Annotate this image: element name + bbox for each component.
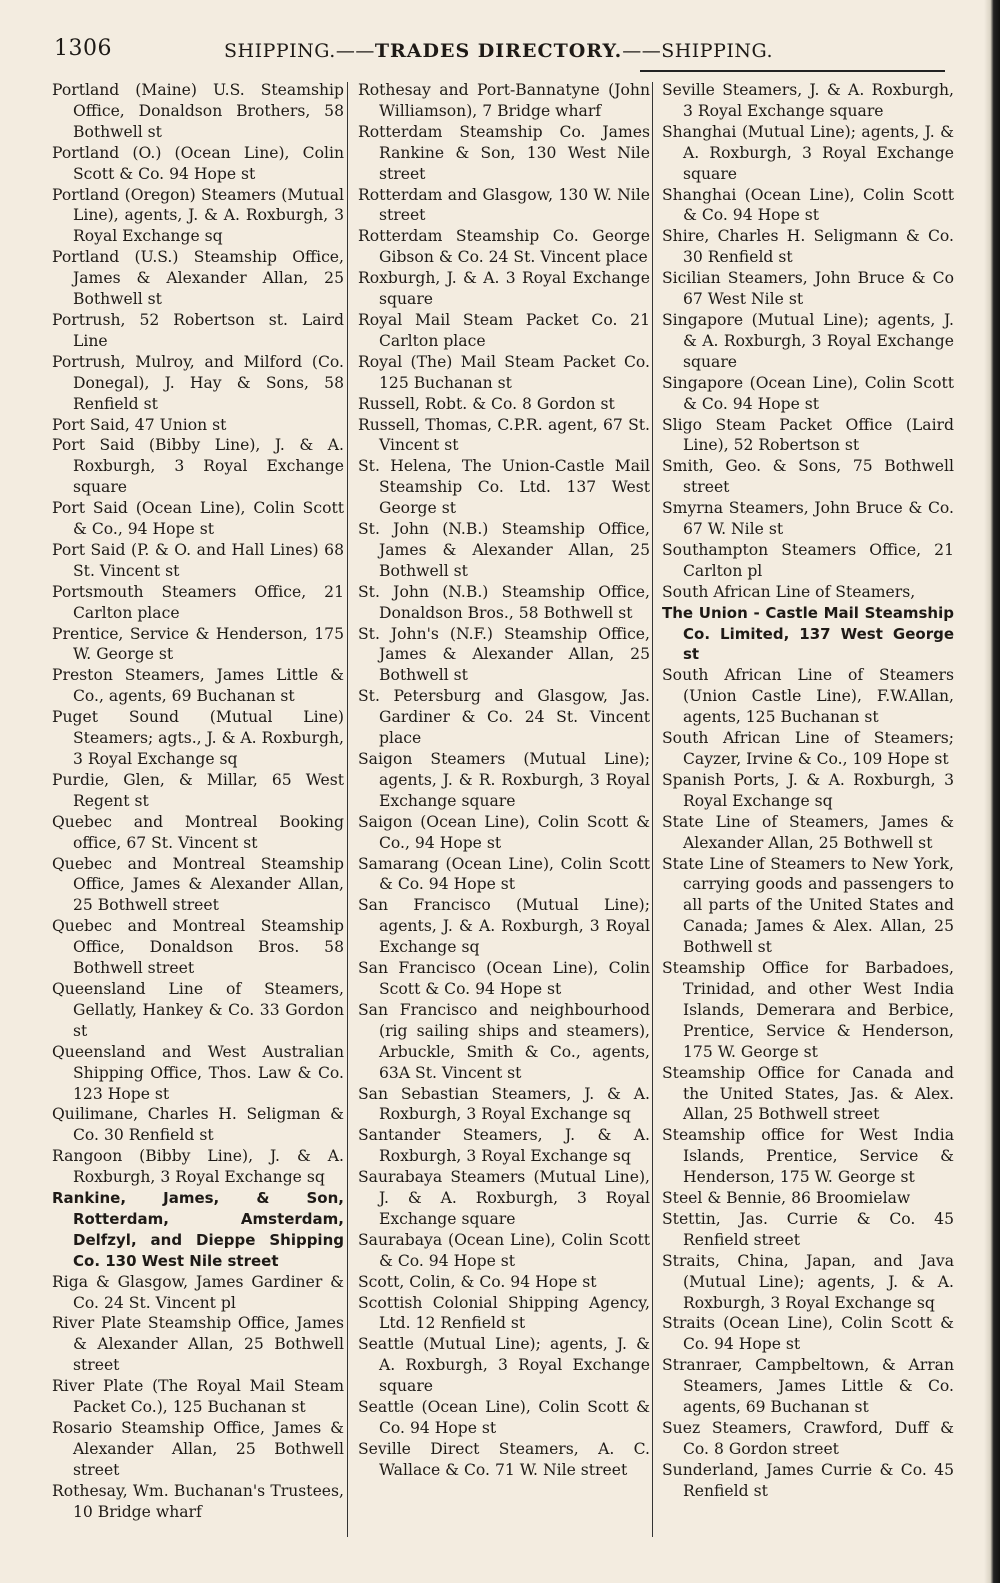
directory-entry: Queensland and West Australian Shipping Office, Thos. Law & Co. 123 Hope st (52, 1042, 344, 1103)
directory-entry: Russell, Robt. & Co. 8 Gordon st (358, 394, 615, 413)
directory-entry: Southampton Steamers Office, 21 Carlton pl (662, 540, 954, 580)
directory-entry: Quebec and Montreal Steamship Office, James & Alexander Allan, 25 Bothwell street (52, 854, 344, 915)
directory-entry: South African Line of Steamers, (662, 582, 916, 601)
directory-entry: Scott, Colin, & Co. 94 Hope st (358, 1272, 597, 1291)
directory-entry: South African Line of Steamers; Cayzer, Irvine & Co., 109 Hope st (662, 729, 954, 768)
column-divider-2 (652, 82, 653, 1537)
directory-entry: Smyrna Steamers, John Bruce & Co. 67 W. Nile st (662, 499, 954, 539)
directory-entry: Singapore (Mutual Line); agents, J. & A. Roxburgh, 3 Royal Exchange square (662, 310, 954, 371)
directory-entry: Rotterdam Steamship Co. James Rankine & Son, 130 West Nile street (358, 122, 650, 183)
directory-entry: Steamship Office for Barbadoes, Trinidad, and other West India Islands, Demerara and Berbice, Prentice, Service & Henderson, 175 W. George st (662, 959, 954, 1061)
directory-entry: San Francisco (Ocean Line), Colin Scott & Co. 94 Hope st (358, 959, 650, 998)
directory-entry: Rosario Steamship Office, James & Alexander Allan, 25 Bothwell street (52, 1419, 344, 1479)
directory-entry: San Francisco (Mutual Line); agents, J. & A. Roxburgh, 3 Royal Exchange sq (358, 896, 650, 957)
directory-entry: St. Helena, The Union-Castle Mail Steamship Co. Ltd. 137 West George st (358, 457, 650, 518)
directory-entry: Royal (The) Mail Steam Packet Co. 125 Buchanan st (358, 352, 650, 392)
directory-entry: Portland (U.S.) Steamship Office, James & Alexander Allan, 25 Bothwell st (52, 248, 344, 309)
directory-entry: St. John (N.B.) Steamship Office, James & Alexander Allan, 25 Bothwell st (358, 520, 650, 580)
directory-entry: Rotterdam and Glasgow, 130 W. Nile street (358, 185, 650, 225)
directory-entry: Stettin, Jas. Currie & Co. 45 Renfield street (662, 1209, 954, 1249)
directory-entry: Saurabaya Steamers (Mutual Line), J. & A. Roxburgh, 3 Royal Exchange square (358, 1168, 650, 1228)
directory-entry: Quebec and Montreal Steamship Office, Donaldson Bros. 58 Bothwell street (52, 917, 344, 978)
directory-entry: Port Said, 47 Union st (52, 415, 227, 434)
directory-entry: Preston Steamers, James Little & Co., agents, 69 Buchanan st (52, 666, 344, 706)
directory-entry: Rothesay, Wm. Buchanan's Trustees, 10 Bridge wharf (52, 1481, 344, 1521)
directory-entry: Puget Sound (Mutual Line) Steamers; agts., J. & A. Roxburgh, 3 Royal Exchange sq (52, 708, 344, 768)
directory-entry: Portrush, 52 Robertson st. Laird Line (52, 310, 344, 350)
directory-entry: Rotterdam Steamship Co. George Gibson & Co. 24 St. Vincent place (358, 227, 650, 267)
directory-entry: River Plate (The Royal Mail Steam Packet Co.), 125 Buchanan st (52, 1377, 344, 1417)
directory-entry: Quebec and Montreal Booking office, 67 St. Vincent st (52, 812, 344, 852)
directory-entry: State Line of Steamers, James & Alexander Allan, 25 Bothwell st (662, 812, 954, 852)
header-left: SHIPPING. (224, 40, 336, 62)
directory-entry: Saigon (Ocean Line), Colin Scott & Co., 94 Hope st (358, 812, 650, 852)
directory-entry: St. John (N.B.) Steamship Office, Donaldson Bros., 58 Bothwell st (358, 582, 650, 622)
column-3 (662, 80, 954, 1502)
directory-entry: Straits, China, Japan, and Java (Mutual Line); agents, J. & A. Roxburgh, 3 Royal Exchange sq (662, 1251, 954, 1312)
directory-entry: Rothesay and Port-Bannatyne (John Williamson), 7 Bridge wharf (358, 81, 650, 120)
directory-entry: Quilimane, Charles H. Seligman & Co. 30 Renfield st (52, 1105, 344, 1145)
directory-entry: Spanish Ports, J. & A. Roxburgh, 3 Royal Exchange sq (662, 770, 954, 810)
directory-entry: Russell, Thomas, C.P.R. agent, 67 St. Vincent st (358, 415, 650, 455)
directory-entry: Port Said (Ocean Line), Colin Scott & Co., 94 Hope st (52, 499, 344, 539)
directory-entry: Seattle (Ocean Line), Colin Scott & Co. 94 Hope st (358, 1398, 650, 1437)
page-number: 1306 (54, 36, 112, 61)
column-2 (358, 80, 650, 1481)
directory-entry: Portrush, Mulroy, and Milford (Co. Donegal), J. Hay & Sons, 58 Renfield st (52, 352, 344, 413)
directory-entry: Queensland Line of Steamers, Gellatly, Hankey & Co. 33 Gordon st (52, 979, 344, 1040)
directory-entry: Seville Direct Steamers, A. C. Wallace & Co. 71 W. Nile street (358, 1439, 650, 1479)
directory-entry: Singapore (Ocean Line), Colin Scott & Co. 94 Hope st (662, 373, 954, 413)
directory-entry: The Union - Castle Mail Steamship Co. Limited, 137 West George st (662, 603, 954, 664)
directory-entry: Shanghai (Ocean Line), Colin Scott & Co. 94 Hope st (662, 185, 954, 225)
directory-entry: Sligo Steam Packet Office (Laird Line), 52 Robertson st (662, 415, 954, 455)
directory-entry: Portland (O.) (Ocean Line), Colin Scott & Co. 94 Hope st (52, 143, 344, 183)
directory-entry: Shire, Charles H. Seligmann & Co. 30 Renfield st (662, 227, 954, 267)
header-right: SHIPPING. (661, 40, 774, 62)
header-center: TRADES DIRECTORY. (374, 40, 623, 62)
directory-entry: Purdie, Glen, & Millar, 65 West Regent st (52, 770, 344, 810)
directory-entry: San Sebastian Steamers, J. & A. Roxburgh, 3 Royal Exchange sq (358, 1084, 650, 1124)
directory-entry: Prentice, Service & Henderson, 175 W. George st (52, 624, 344, 664)
page-header (54, 36, 944, 70)
directory-entry: Seattle (Mutual Line); agents, J. & A. Roxburgh, 3 Royal Exchange square (358, 1335, 650, 1396)
directory-entry: Shanghai (Mutual Line); agents, J. & A. Roxburgh, 3 Royal Exchange square (662, 122, 954, 183)
directory-entry: Seville Steamers, J. & A. Roxburgh, 3 Royal Exchange square (662, 81, 954, 120)
directory-entry: Steamship Office for Canada and the United States, Jas. & Alex. Allan, 25 Bothwell street (662, 1063, 954, 1124)
directory-entry: Sunderland, James Currie & Co. 45 Renfield st (662, 1460, 954, 1500)
directory-entry: Stranraer, Campbeltown, & Arran Steamers, James Little & Co. agents, 69 Buchanan st (662, 1356, 954, 1417)
directory-entry: Sicilian Steamers, John Bruce & Co 67 West Nile st (662, 269, 954, 309)
directory-entry: State Line of Steamers to New York, carrying goods and passengers to all parts of the United States and Canada; James & Alex. Allan, 25 Bothwell st (662, 854, 954, 957)
running-title: SHIPPING.——TRADES DIRECTORY.——SHIPPING. (224, 40, 774, 62)
directory-entry: South African Line of Steamers (Union Castle Line), F.W.Allan, agents, 125 Buchanan st (662, 666, 954, 727)
directory-entry: Portsmouth Steamers Office, 21 Carlton place (52, 582, 344, 622)
directory-entry: St. Petersburg and Glasgow, Jas. Gardiner & Co. 24 St. Vincent place (358, 687, 650, 748)
column-divider-1 (347, 82, 348, 1537)
directory-entry: Smith, Geo. & Sons, 75 Bothwell street (662, 457, 954, 497)
directory-entry: San Francisco and neighbourhood (rig sailing ships and steamers), Arbuckle, Smith & Co., agents, 63A St. Vincent st (358, 1000, 650, 1082)
directory-entry: Saurabaya (Ocean Line), Colin Scott & Co. 94 Hope st (358, 1230, 650, 1270)
directory-entry: Saigon Steamers (Mutual Line); agents, J. & R. Roxburgh, 3 Royal Exchange square (358, 750, 650, 810)
directory-entry: Port Said (P. & O. and Hall Lines) 68 St. Vincent st (52, 540, 344, 580)
directory-entry: Steamship office for West India Islands, Prentice, Service & Henderson, 175 W. George st (662, 1126, 954, 1187)
directory-entry: Portland (Maine) U.S. Steamship Office, Donaldson Brothers, 58 Bothwell st (52, 81, 344, 141)
directory-entry: River Plate Steamship Office, James & Alexander Allan, 25 Bothwell street (52, 1314, 344, 1375)
directory-entry: Roxburgh, J. & A. 3 Royal Exchange square (358, 269, 650, 309)
column-1 (52, 80, 344, 1523)
directory-entry: Portland (Oregon) Steamers (Mutual Line), agents, J. & A. Roxburgh, 3 Royal Exchange sq (52, 185, 344, 246)
directory-entry: Samarang (Ocean Line), Colin Scott & Co. 94 Hope st (358, 854, 650, 894)
directory-entry: Port Said (Bibby Line), J. & A. Roxburgh, 3 Royal Exchange square (52, 436, 344, 497)
directory-entry: Royal Mail Steam Packet Co. 21 Carlton place (358, 310, 650, 350)
directory-entry: St. John's (N.F.) Steamship Office, James & Alexander Allan, 25 Bothwell st (358, 624, 650, 685)
directory-entry: Riga & Glasgow, James Gardiner & Co. 24 St. Vincent pl (52, 1272, 344, 1312)
directory-entry: Straits (Ocean Line), Colin Scott & Co. 94 Hope st (662, 1314, 954, 1354)
directory-entry: Rangoon (Bibby Line), J. & A. Roxburgh, 3 Royal Exchange sq (52, 1147, 344, 1187)
directory-entry: Steel & Bennie, 86 Broomielaw (662, 1189, 911, 1208)
directory-entry: Rankine, James, & Son, Rotterdam, Amsterdam, Delfzyl, and Dieppe Shipping Co. 130 West Nile street (52, 1189, 344, 1270)
directory-entry: Santander Steamers, J. & A. Roxburgh, 3 Royal Exchange sq (358, 1126, 650, 1166)
page-edge (984, 0, 1000, 1583)
directory-entry: Suez Steamers, Crawford, Duff & Co. 8 Gordon street (662, 1419, 954, 1458)
directory-entry: Scottish Colonial Shipping Agency, Ltd. 12 Renfield st (358, 1293, 650, 1333)
header-rule (640, 70, 945, 72)
